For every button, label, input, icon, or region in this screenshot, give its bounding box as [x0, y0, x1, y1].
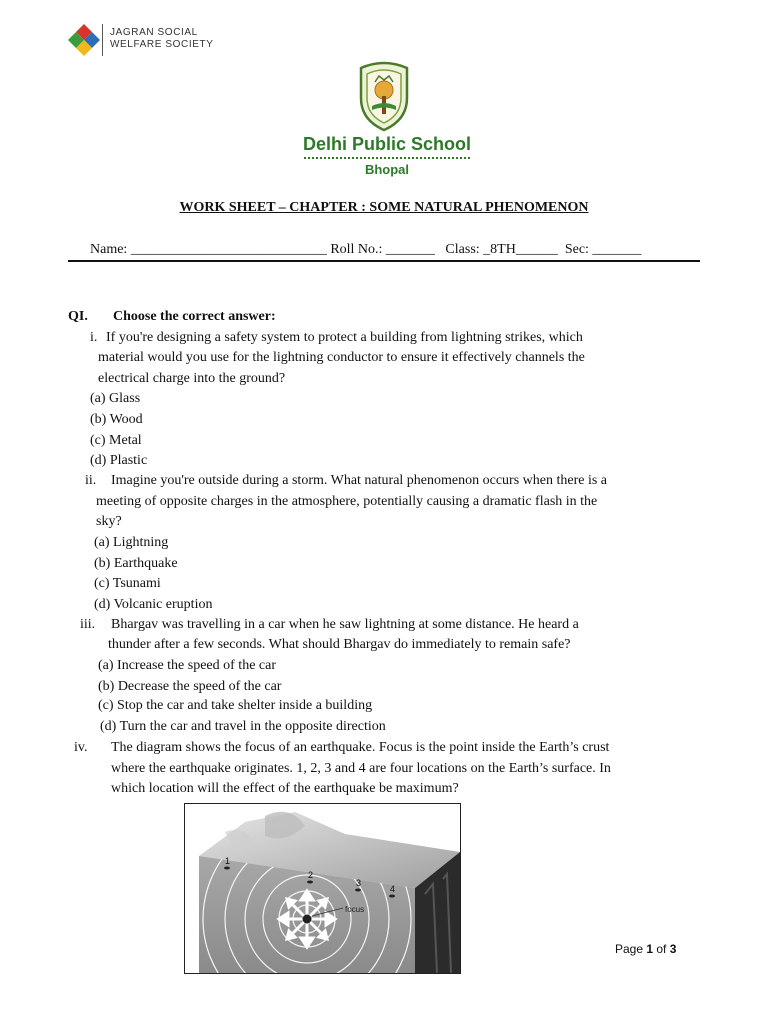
answer-option: (a) Increase the speed of the car [98, 658, 277, 673]
answer-option: (b) Wood [90, 412, 143, 427]
question-text-line: thunder after a few seconds. What should Bhargav do immediately to remain safe? [108, 637, 571, 652]
school-name-underline [304, 157, 470, 159]
answer-option: (d) Plastic [90, 453, 148, 468]
answer-option: (b) Earthquake [94, 556, 178, 571]
location-label-2: 2 [308, 870, 314, 880]
location-label-4: 4 [390, 884, 396, 894]
section-heading: Choose the correct answer: [113, 309, 276, 324]
location-marker-4 [389, 895, 395, 898]
question-text-line: which location will the effect of the earthquake be maximum? [111, 781, 459, 796]
page-word: Page [615, 942, 647, 956]
answer-option: (d) Volcanic eruption [94, 597, 213, 612]
location-marker-2 [307, 881, 313, 884]
jagran-social-welfare-logo-icon [66, 22, 102, 58]
answer-option: (d) Turn the car and travel in the opposite direction [100, 719, 386, 734]
question-text-line: electrical charge into the ground? [98, 371, 286, 386]
answer-option: (a) Glass [90, 391, 141, 406]
page-number [615, 942, 676, 956]
location-marker-3 [355, 889, 361, 892]
question-number: iii. [80, 617, 96, 632]
total-pages: 3 [669, 942, 677, 956]
school-name: Delhi Public School [302, 134, 472, 154]
location-label-3: 3 [356, 878, 362, 888]
student-details-line: Name: ____________________________ Roll No.: _______ Class: _8TH______ Sec: _______ [90, 242, 642, 257]
question-text-line: Imagine you're outside during a storm. What natural phenomenon occurs when there is a [111, 473, 608, 488]
header-rule [68, 260, 700, 262]
answer-option: (a) Lightning [94, 535, 169, 550]
location-label-1: 1 [225, 856, 231, 866]
worksheet-title: WORK SHEET – CHAPTER : SOME NATURAL PHENOMENON [179, 200, 589, 215]
answer-option: (c) Tsunami [94, 576, 161, 591]
question-number: ii. [85, 473, 97, 488]
school-city: Bhopal [364, 162, 410, 177]
answer-option: (c) Stop the car and take shelter inside a building [98, 698, 373, 713]
school-crest-icon [355, 60, 413, 132]
earthquake-focus-diagram [184, 803, 461, 974]
question-text-line: If you're designing a safety system to protect a building from lightning strikes, which [106, 330, 583, 345]
org-name [110, 27, 213, 51]
earthquake-diagram-svg [185, 804, 460, 973]
logo-divider [102, 24, 103, 56]
question-text-line: where the earthquake originates. 1, 2, 3 and 4 are four locations on the Earth’s surface. In [111, 761, 611, 776]
question-text-line: material would you use for the lightning conductor to ensure it effectively channels the [98, 350, 585, 365]
section-number: QI. [68, 309, 88, 324]
org-name-line1: JAGRAN SOCIAL [110, 27, 198, 38]
answer-option: (b) Decrease the speed of the car [98, 679, 282, 694]
earthquake-focus-point [303, 915, 312, 924]
answer-option: (c) Metal [90, 433, 142, 448]
org-name-line2: WELFARE SOCIETY [110, 39, 214, 50]
question-number: i. [90, 330, 98, 345]
question-text-line: meeting of opposite charges in the atmosphere, potentially causing a dramatic flash in the [96, 494, 598, 509]
focus-label: focus [345, 905, 365, 914]
question-number: iv. [74, 740, 88, 755]
question-text-line: The diagram shows the focus of an earthquake. Focus is the point inside the Earth’s crust [111, 740, 610, 755]
of-word: of [653, 942, 670, 956]
current-page: 1 [646, 942, 654, 956]
question-text-line: Bhargav was travelling in a car when he saw lightning at some distance. He heard a [111, 617, 579, 632]
location-marker-1 [224, 867, 230, 870]
question-text-line: sky? [96, 514, 122, 529]
